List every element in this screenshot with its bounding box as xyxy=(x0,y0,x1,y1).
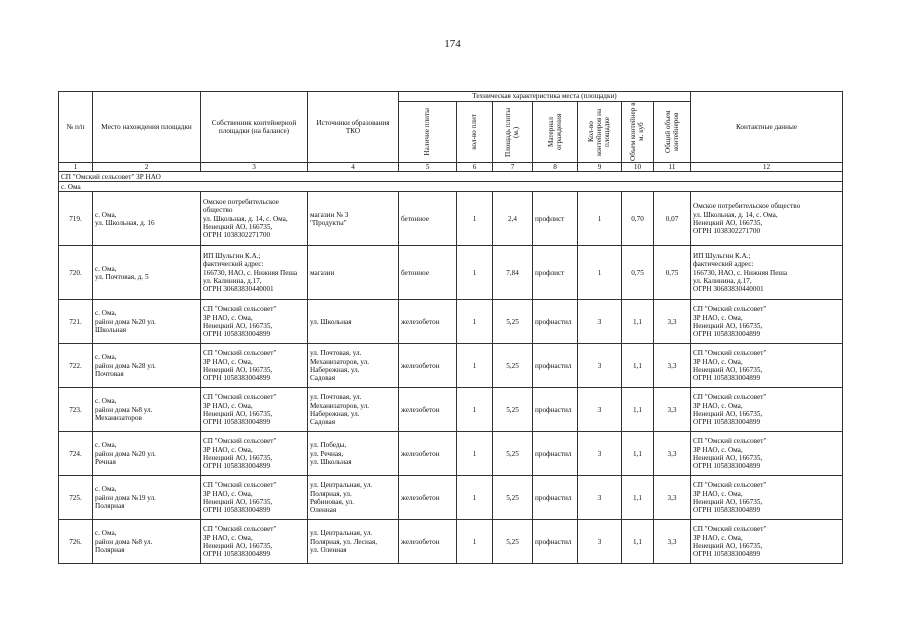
row-volume: 1,1 xyxy=(622,300,654,344)
section-row xyxy=(59,172,843,182)
header-tech-total: Общий объем контейнеров xyxy=(654,102,691,163)
row-slab: железобетон xyxy=(399,344,457,388)
row-location: с. Ома, район дома №20 ул. Речная xyxy=(93,432,201,476)
row-area: 5,25 xyxy=(493,300,533,344)
column-number: 12 xyxy=(691,163,843,172)
row-number: 720. xyxy=(59,246,93,300)
row-sources: магазин xyxy=(308,246,399,300)
row-slab: бетонное xyxy=(399,192,457,246)
row-area: 2,4 xyxy=(493,192,533,246)
row-fence: профнастил xyxy=(533,520,578,564)
row-owner: СП "Омский сельсовет" ЗР НАО, с. Ома, Ненецкий АО, 166735, ОГРН 1058383004899 xyxy=(201,344,308,388)
row-contacts: Омское потребительское общество ул. Школьная, д. 14, с. Ома, Ненецкий АО, 166735, ОГРН 1038302271700 xyxy=(691,192,843,246)
subsection-title: с. Ома xyxy=(59,182,843,192)
row-contacts: СП "Омский сельсовет" ЗР НАО, с. Ома, Ненецкий АО, 166735, ОГРН 1058383004899 xyxy=(691,388,843,432)
row-volume: 0,70 xyxy=(622,192,654,246)
page-number: 174 xyxy=(444,38,461,50)
row-total: 0,07 xyxy=(654,192,691,246)
header-tech-slab: Наличие плиты xyxy=(399,102,457,163)
row-fence: профлист xyxy=(533,246,578,300)
column-number: 8 xyxy=(533,163,578,172)
row-slab: железобетон xyxy=(399,520,457,564)
header-tech-slab-count: кол-во плит xyxy=(457,102,493,163)
row-slab: бетонное xyxy=(399,246,457,300)
column-number: 1 xyxy=(59,163,93,172)
row-area: 5,25 xyxy=(493,432,533,476)
row-slab-count: 1 xyxy=(457,520,493,564)
row-total: 3,3 xyxy=(654,432,691,476)
row-slab-count: 1 xyxy=(457,246,493,300)
row-number: 725. xyxy=(59,476,93,520)
column-number: 5 xyxy=(399,163,457,172)
row-contacts: ИП Шульгин К.А.; фактический адрес: 166730, НАО, с. Нижняя Пеша ул. Калинина, д.17, ОГРН 30683830440001 xyxy=(691,246,843,300)
row-number: 726. xyxy=(59,520,93,564)
row-location: с. Ома, ул. Почтовая, д. 5 xyxy=(93,246,201,300)
row-location: с. Ома, район дома №8 ул. Полярная xyxy=(93,520,201,564)
row-sources: ул. Центральная, ул. Полярная, ул. Лесная, ул. Оленная xyxy=(308,520,399,564)
row-fence: профлист xyxy=(533,192,578,246)
row-location: с. Ома, район дома №28 ул. Почтовая xyxy=(93,344,201,388)
row-location: с. Ома, ул. Школьная, д. 16 xyxy=(93,192,201,246)
row-owner: СП "Омский сельсовет" ЗР НАО, с. Ома, Ненецкий АО, 166735, ОГРН 1058383004899 xyxy=(201,520,308,564)
row-containers: 3 xyxy=(578,300,622,344)
column-numbers-row xyxy=(59,163,843,172)
row-slab-count: 1 xyxy=(457,344,493,388)
row-fence: профнастил xyxy=(533,388,578,432)
row-contacts: СП "Омский сельсовет" ЗР НАО, с. Ома, Ненецкий АО, 166735, ОГРН 1058383004899 xyxy=(691,344,843,388)
container-sites-table xyxy=(58,91,843,564)
table-row xyxy=(59,344,843,388)
row-total: 3,3 xyxy=(654,344,691,388)
row-location: с. Ома, район дома №19 ул. Полярная xyxy=(93,476,201,520)
row-volume: 0,75 xyxy=(622,246,654,300)
row-number: 723. xyxy=(59,388,93,432)
row-containers: 3 xyxy=(578,432,622,476)
table-row xyxy=(59,300,843,344)
subsection-row xyxy=(59,182,843,192)
row-containers: 3 xyxy=(578,344,622,388)
column-number: 9 xyxy=(578,163,622,172)
row-total: 3,3 xyxy=(654,520,691,564)
row-sources: ул. Почтовая, ул. Механизаторов, ул. Набережная, ул. Садовая xyxy=(308,344,399,388)
header-owner: Собственник контейнерной площадки (на балансе) xyxy=(201,92,308,163)
row-fence: профнастил xyxy=(533,432,578,476)
row-slab: железобетон xyxy=(399,476,457,520)
row-total: 3,3 xyxy=(654,388,691,432)
row-location: с. Ома, район дома №20 ул. Школьная xyxy=(93,300,201,344)
table-row xyxy=(59,520,843,564)
row-slab-count: 1 xyxy=(457,192,493,246)
row-area: 5,25 xyxy=(493,388,533,432)
row-area: 5,25 xyxy=(493,476,533,520)
table-row xyxy=(59,432,843,476)
table-row xyxy=(59,476,843,520)
header-tech-fence: Материал ограждения xyxy=(533,102,578,163)
row-owner: СП "Омский сельсовет" ЗР НАО, с. Ома, Ненецкий АО, 166735, ОГРН 1058383004899 xyxy=(201,388,308,432)
row-total: 3,3 xyxy=(654,300,691,344)
column-number: 3 xyxy=(201,163,308,172)
row-slab: железобетон xyxy=(399,300,457,344)
header-sources: Источники образования ТКО xyxy=(308,92,399,163)
row-owner: СП "Омский сельсовет" ЗР НАО, с. Ома, Ненецкий АО, 166735, ОГРН 1058383004899 xyxy=(201,432,308,476)
header-tech-area: Площадь плиты (м.) xyxy=(493,102,533,163)
row-number: 719. xyxy=(59,192,93,246)
section-title: СП "Омский сельсовет" ЗР НАО xyxy=(59,172,843,182)
row-sources: ул. Почтовая, ул. Механизаторов, ул. Набережная, ул. Садовая xyxy=(308,388,399,432)
row-volume: 1,1 xyxy=(622,344,654,388)
table-row xyxy=(59,388,843,432)
column-number: 2 xyxy=(93,163,201,172)
header-location: Место нахождения площадки xyxy=(93,92,201,163)
row-contacts: СП "Омский сельсовет" ЗР НАО, с. Ома, Ненецкий АО, 166735, ОГРН 1058383004899 xyxy=(691,432,843,476)
row-volume: 1,1 xyxy=(622,476,654,520)
row-containers: 3 xyxy=(578,520,622,564)
row-contacts: СП "Омский сельсовет" ЗР НАО, с. Ома, Ненецкий АО, 166735, ОГРН 1058383004899 xyxy=(691,520,843,564)
column-number: 11 xyxy=(654,163,691,172)
row-slab-count: 1 xyxy=(457,300,493,344)
row-containers: 3 xyxy=(578,388,622,432)
row-sources: магазин № 3 "Продукты" xyxy=(308,192,399,246)
row-owner: ИП Шульгин К.А.; фактический адрес: 166730, НАО, с. Нижняя Пеша ул. Калинина, д.17, ОГРН 30683830440001 xyxy=(201,246,308,300)
header-tech: Техническая характеристика места (площадки) xyxy=(399,92,691,102)
row-area: 5,25 xyxy=(493,520,533,564)
row-slab: железобетон xyxy=(399,432,457,476)
row-total: 3,3 xyxy=(654,476,691,520)
header-tech-volume: Объем контейнер в м. куб xyxy=(622,102,654,163)
row-contacts: СП "Омский сельсовет" ЗР НАО, с. Ома, Ненецкий АО, 166735, ОГРН 1058383004899 xyxy=(691,476,843,520)
row-sources: ул. Школьная xyxy=(308,300,399,344)
row-sources: ул. Центральная, ул. Полярная, ул. Рябиновая, ул. Оленная xyxy=(308,476,399,520)
header-tech-containers: Кол-во контейнеров на площадке xyxy=(578,102,622,163)
row-containers: 1 xyxy=(578,192,622,246)
row-fence: профнастил xyxy=(533,476,578,520)
column-number: 6 xyxy=(457,163,493,172)
row-volume: 1,1 xyxy=(622,432,654,476)
row-fence: профнастил xyxy=(533,300,578,344)
row-contacts: СП "Омский сельсовет" ЗР НАО, с. Ома, Ненецкий АО, 166735, ОГРН 1058383004899 xyxy=(691,300,843,344)
row-volume: 1,1 xyxy=(622,388,654,432)
row-slab-count: 1 xyxy=(457,476,493,520)
row-area: 5,25 xyxy=(493,344,533,388)
table-row xyxy=(59,246,843,300)
row-containers: 3 xyxy=(578,476,622,520)
column-number: 4 xyxy=(308,163,399,172)
row-sources: ул. Победы, ул. Речная, ул. Школьная xyxy=(308,432,399,476)
table-row xyxy=(59,192,843,246)
row-volume: 1,1 xyxy=(622,520,654,564)
row-total: 0,75 xyxy=(654,246,691,300)
row-owner: СП "Омский сельсовет" ЗР НАО, с. Ома, Ненецкий АО, 166735, ОГРН 1058383004899 xyxy=(201,300,308,344)
header-row-top xyxy=(59,92,843,102)
column-number: 10 xyxy=(622,163,654,172)
row-owner: Омское потребительское общество ул. Школьная, д. 14, с. Ома, Ненецкий АО, 166735, ОГРН 1038302271700 xyxy=(201,192,308,246)
row-slab-count: 1 xyxy=(457,432,493,476)
row-location: с. Ома, район дома №8 ул. Механизаторов xyxy=(93,388,201,432)
row-area: 7,84 xyxy=(493,246,533,300)
row-containers: 1 xyxy=(578,246,622,300)
header-contacts: Контактные данные xyxy=(691,92,843,163)
row-owner: СП "Омский сельсовет" ЗР НАО, с. Ома, Ненецкий АО, 166735, ОГРН 1058383004899 xyxy=(201,476,308,520)
row-number: 724. xyxy=(59,432,93,476)
header-num: № п/п xyxy=(59,92,93,163)
row-slab: железобетон xyxy=(399,388,457,432)
column-number: 7 xyxy=(493,163,533,172)
row-number: 722. xyxy=(59,344,93,388)
row-fence: профнастил xyxy=(533,344,578,388)
row-number: 721. xyxy=(59,300,93,344)
row-slab-count: 1 xyxy=(457,388,493,432)
